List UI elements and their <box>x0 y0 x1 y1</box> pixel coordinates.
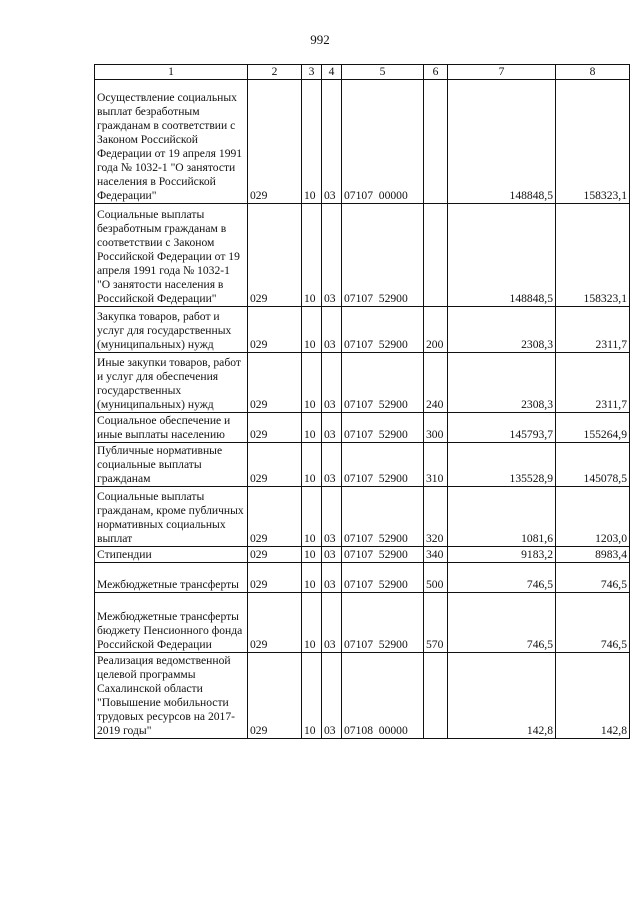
table-row <box>95 307 630 353</box>
column-header: 8 <box>556 65 630 80</box>
row-pr: 03 <box>322 413 342 443</box>
table-row <box>95 487 630 547</box>
row-ved: 029 <box>248 487 302 547</box>
row-vr <box>424 80 448 204</box>
row-vr: 320 <box>424 487 448 547</box>
page-number: 992 <box>310 32 330 47</box>
row-pr: 03 <box>322 353 342 413</box>
row-rz: 10 <box>302 353 322 413</box>
row-csr: 07107 00000 <box>342 80 424 204</box>
row-amount-year1: 142,8 <box>448 653 556 739</box>
column-header: 2 <box>248 65 302 80</box>
row-rz: 10 <box>302 653 322 739</box>
row-vr: 310 <box>424 443 448 487</box>
row-name: Социальные выплаты гражданам, кроме публичных нормативных социальных выплат <box>95 487 248 547</box>
row-amount-year2: 142,8 <box>556 653 630 739</box>
row-name: Социальные выплаты безработным гражданам в соответствии с Законом Российской Федерации от 19 апреля 1991 года № 1032-1 "О занятости населения в Российской Федерации" <box>95 204 248 307</box>
row-csr: 07107 52900 <box>342 563 424 593</box>
row-name: Реализация ведомственной целевой программы Сахалинской области "Повышение мобильности трудовых ресурсов на 2017-2019 годы" <box>95 653 248 739</box>
row-amount-year1: 135528,9 <box>448 443 556 487</box>
row-amount-year1: 9183,2 <box>448 547 556 563</box>
row-ved: 029 <box>248 653 302 739</box>
table-row <box>95 204 630 307</box>
row-pr: 03 <box>322 593 342 653</box>
row-amount-year2: 8983,4 <box>556 547 630 563</box>
row-pr: 03 <box>322 653 342 739</box>
budget-table <box>94 64 630 739</box>
row-csr: 07107 52900 <box>342 307 424 353</box>
row-pr: 03 <box>322 443 342 487</box>
row-name: Закупка товаров, работ и услуг для государственных (муниципальных) нужд <box>95 307 248 353</box>
table-header-row <box>95 65 630 80</box>
row-rz: 10 <box>302 307 322 353</box>
row-pr: 03 <box>322 80 342 204</box>
row-rz: 10 <box>302 443 322 487</box>
row-csr: 07108 00000 <box>342 653 424 739</box>
row-name: Осуществление социальных выплат безработным гражданам в соответствии с Законом Российской Федерации от 19 апреля 1991 года № 1032-1 "О занятости населения в Российской Федерации" <box>95 80 248 204</box>
table-row <box>95 593 630 653</box>
row-rz: 10 <box>302 487 322 547</box>
row-ved: 029 <box>248 443 302 487</box>
row-ved: 029 <box>248 353 302 413</box>
row-csr: 07107 52900 <box>342 353 424 413</box>
row-vr: 570 <box>424 593 448 653</box>
row-amount-year1: 1081,6 <box>448 487 556 547</box>
row-ved: 029 <box>248 204 302 307</box>
row-ved: 029 <box>248 563 302 593</box>
column-header: 1 <box>95 65 248 80</box>
row-pr: 03 <box>322 547 342 563</box>
row-ved: 029 <box>248 307 302 353</box>
row-amount-year2: 158323,1 <box>556 80 630 204</box>
row-name: Межбюджетные трансферты <box>95 563 248 593</box>
row-pr: 03 <box>322 487 342 547</box>
table-row <box>95 80 630 204</box>
row-vr: 500 <box>424 563 448 593</box>
column-header: 5 <box>342 65 424 80</box>
row-amount-year2: 2311,7 <box>556 307 630 353</box>
row-amount-year1: 2308,3 <box>448 353 556 413</box>
row-vr: 340 <box>424 547 448 563</box>
table-row <box>95 563 630 593</box>
column-header: 6 <box>424 65 448 80</box>
row-ved: 029 <box>248 80 302 204</box>
row-vr <box>424 653 448 739</box>
row-rz: 10 <box>302 204 322 307</box>
row-csr: 07107 52900 <box>342 547 424 563</box>
row-pr: 03 <box>322 307 342 353</box>
row-vr: 300 <box>424 413 448 443</box>
row-amount-year1: 2308,3 <box>448 307 556 353</box>
row-amount-year2: 1203,0 <box>556 487 630 547</box>
row-csr: 07107 52900 <box>342 204 424 307</box>
row-amount-year2: 2311,7 <box>556 353 630 413</box>
row-rz: 10 <box>302 413 322 443</box>
row-vr <box>424 204 448 307</box>
row-name: Стипендии <box>95 547 248 563</box>
row-csr: 07107 52900 <box>342 413 424 443</box>
row-amount-year1: 148848,5 <box>448 80 556 204</box>
row-amount-year2: 746,5 <box>556 593 630 653</box>
row-vr: 240 <box>424 353 448 413</box>
row-ved: 029 <box>248 547 302 563</box>
row-amount-year1: 746,5 <box>448 563 556 593</box>
row-pr: 03 <box>322 204 342 307</box>
row-amount-year2: 145078,5 <box>556 443 630 487</box>
row-csr: 07107 52900 <box>342 443 424 487</box>
table-row <box>95 443 630 487</box>
row-ved: 029 <box>248 593 302 653</box>
row-csr: 07107 52900 <box>342 487 424 547</box>
row-amount-year1: 746,5 <box>448 593 556 653</box>
row-amount-year2: 158323,1 <box>556 204 630 307</box>
row-amount-year2: 746,5 <box>556 563 630 593</box>
row-ved: 029 <box>248 413 302 443</box>
row-rz: 10 <box>302 80 322 204</box>
row-vr: 200 <box>424 307 448 353</box>
row-name: Социальное обеспечение и иные выплаты населению <box>95 413 248 443</box>
row-name: Межбюджетные трансферты бюджету Пенсионного фонда Российской Федерации <box>95 593 248 653</box>
row-rz: 10 <box>302 593 322 653</box>
column-header: 4 <box>322 65 342 80</box>
table-row <box>95 413 630 443</box>
row-csr: 07107 52900 <box>342 593 424 653</box>
row-amount-year2: 155264,9 <box>556 413 630 443</box>
table-row <box>95 547 630 563</box>
row-name: Публичные нормативные социальные выплаты гражданам <box>95 443 248 487</box>
table-row <box>95 653 630 739</box>
row-name: Иные закупки товаров, работ и услуг для обеспечения государственных (муниципальных) нужд <box>95 353 248 413</box>
column-header: 3 <box>302 65 322 80</box>
row-amount-year1: 145793,7 <box>448 413 556 443</box>
row-pr: 03 <box>322 563 342 593</box>
row-amount-year1: 148848,5 <box>448 204 556 307</box>
row-rz: 10 <box>302 563 322 593</box>
row-rz: 10 <box>302 547 322 563</box>
column-header: 7 <box>448 65 556 80</box>
table-row <box>95 353 630 413</box>
